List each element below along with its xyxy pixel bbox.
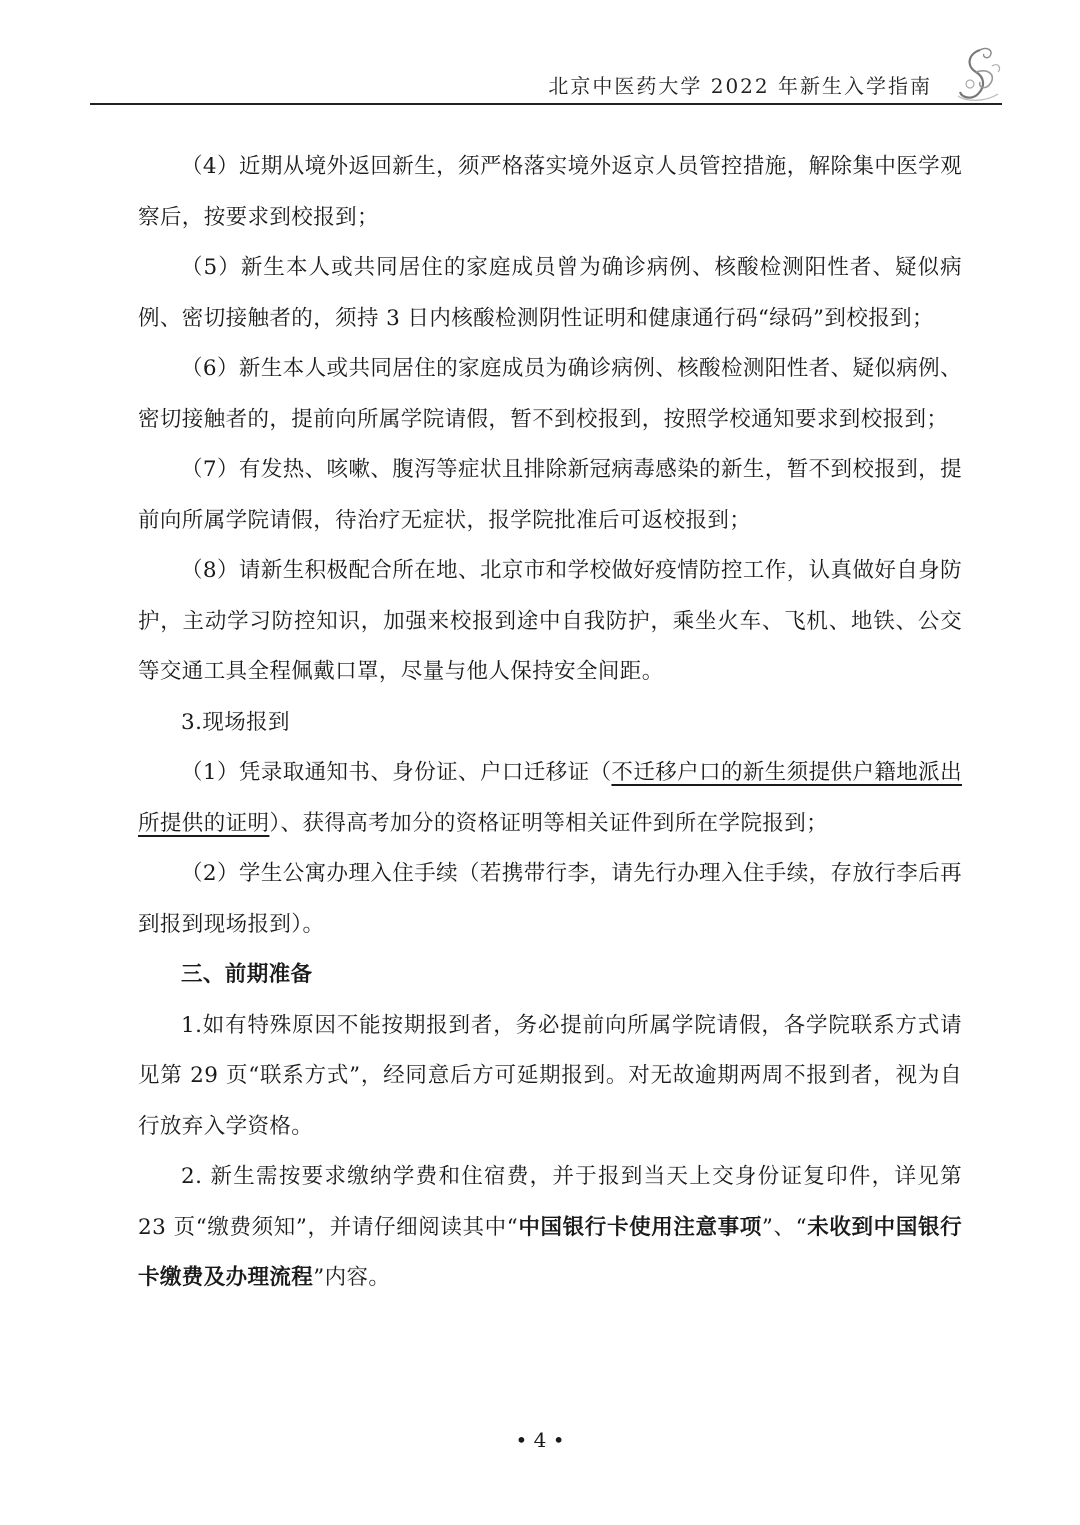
onsite-registration-heading: 3.现场报到 [181, 709, 290, 735]
onsite-item-1 [138, 748, 962, 849]
paragraph-item-7: （7）有发热、咳嗽、腹泻等症状且排除新冠病毒感染的新生，暂不到校报到，提前向所属学院请假，待治疗无症状，报学院批准后可返校报到； [138, 457, 962, 533]
preparation-item-1: 1.如有特殊原因不能按期报到者，务必提前向所属学院请假，各学院联系方式请见第 29 页“联系方式”，经同意后方可延期报到。对无故逾期两周不报到者，视为自行放弃入学资格。 [138, 1012, 962, 1139]
onsite-item-1-prefix: （1）凭录取通知书、身份证、户口迁移证（ [181, 760, 612, 785]
onsite-item-1-suffix: ）、获得高考加分的资格证明等相关证件到所在学院报到； [269, 810, 829, 836]
preparation-item-2-middle: ”、“ [761, 1214, 808, 1240]
preparation-item-2-bold-1: 中国银行卡使用注意事项 [518, 1214, 762, 1240]
floral-ornament-icon [950, 44, 1006, 104]
preparation-item-2-bold-2: 未收到中国银行卡缴费及办理流程 [138, 1214, 962, 1290]
header-divider [90, 103, 1002, 105]
section-heading-preparation: 三、前期准备 [181, 962, 313, 987]
page-body [138, 142, 962, 1304]
onsite-item-2: （2）学生公寓办理入住手续（若携带行李，请先行办理入住手续，存放行李后再到报到现场报到）。 [138, 861, 962, 937]
preparation-item-2-suffix: ”内容。 [313, 1265, 391, 1290]
preparation-item-2 [138, 1152, 962, 1304]
paragraph-item-5: （5）新生本人或共同居住的家庭成员曾为确诊病例、核酸检测阳性者、疑似病例、密切接触者的，须持 3 日内核酸检测阴性证明和健康通行码“绿码”到校报到； [138, 255, 962, 331]
paragraph-item-4: （4）近期从境外返回新生，须严格落实境外返京人员管控措施，解除集中医学观察后，按要求到校报到； [138, 154, 962, 230]
onsite-item-1-underlined: 不迁移户口的新生须提供户籍地派出所提供的证明 [138, 760, 962, 836]
paragraph-item-8: （8）请新生积极配合所在地、北京市和学校做好疫情防控工作，认真做好自身防护，主动学习防控知识，加强来校报到途中自我防护，乘坐火车、飞机、地铁、公交等交通工具全程佩戴口罩，尽量与他人保持安全间距。 [138, 558, 962, 684]
header-title: 北京中医药大学 2022 年新生入学指南 [548, 74, 932, 98]
preparation-item-2-prefix: 2. 新生需按要求缴纳学费和住宿费，并于报到当天上交身份证复印件，详见第 23 页“缴费须知”，并请仔细阅读其中“ [138, 1164, 962, 1240]
paragraph-item-6: （6）新生本人或共同居住的家庭成员为确诊病例、核酸检测阳性者、疑似病例、密切接触者的，提前向所属学院请假，暂不到校报到，按照学校通知要求到校报到； [138, 356, 962, 432]
page-number: • 4 • [515, 1428, 565, 1452]
